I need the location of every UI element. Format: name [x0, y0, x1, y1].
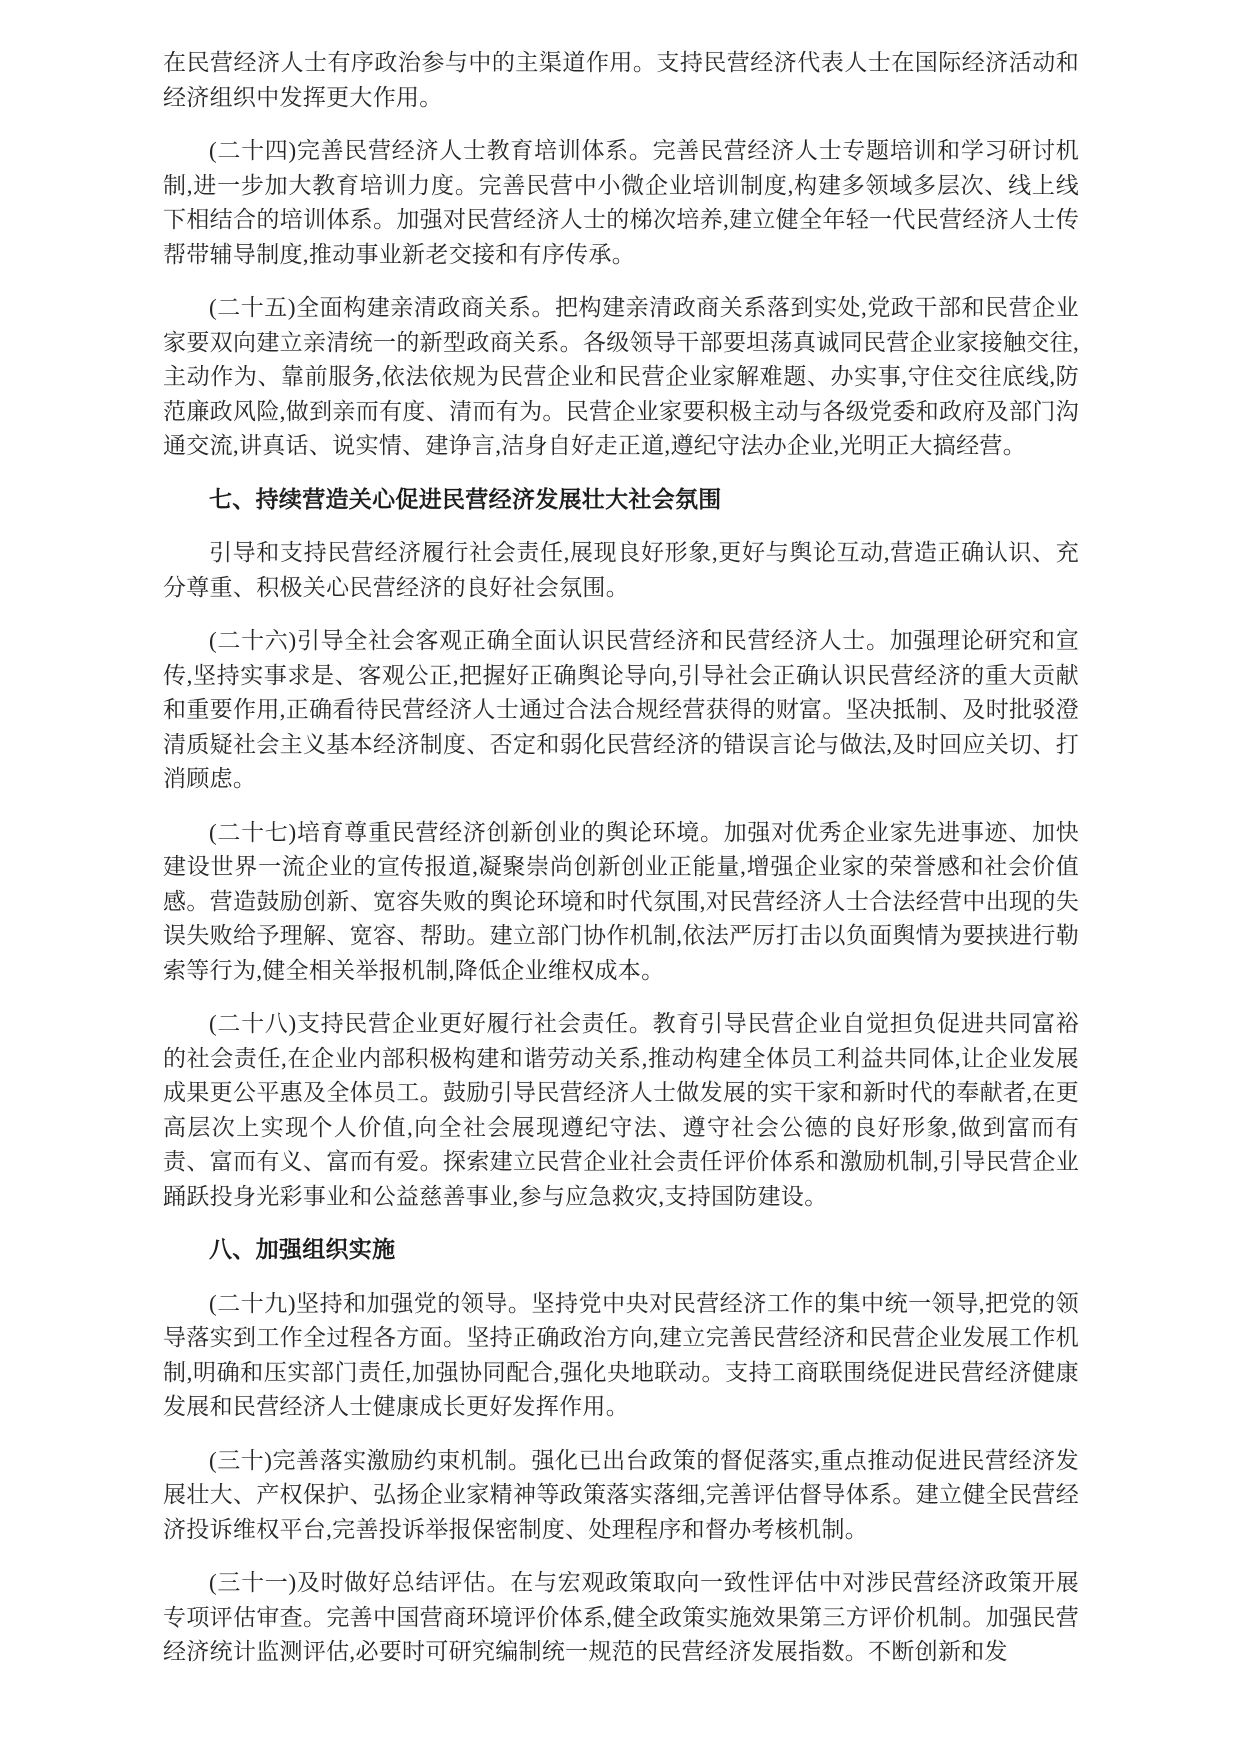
paragraph-clause-31: (三十一)及时做好总结评估。在与宏观政策取向一致性评估中对涉民营经济政策开展专项评估审查。完善中国营商环境评价体系,健全政策实施效果第三方评价机制。加强民营经济统计监测评估,必要时可研究编制统一规范的民营经济发展指数。不断创新和发: [163, 1570, 1079, 1664]
paragraph-clause-27: (二十七)培育尊重民营经济创新创业的舆论环境。加强对优秀企业家先进事迹、加快建设世界一流企业的宣传报道,凝聚崇尚创新创业正能量,增强企业家的荣誉感和社会价值感。营造鼓励创新、宽容失败的舆论环境和时代氛围,对民营经济人士合法经营中出现的失误失败给予理解、宽容、帮助。建立部门协作机制,依法严厉打击以负面舆情为要挟进行勒索等行为,健全相关举报机制,降低企业维权成本。: [163, 819, 1079, 983]
paragraph-clause-24: (二十四)完善民营经济人士教育培训体系。完善民营经济人士专题培训和学习研讨机制,进一步加大教育培训力度。完善民营中小微企业培训制度,构建多领域多层次、线上线下相结合的培训体系。加强对民营经济人士的梯次培养,建立健全年轻一代民营经济人士传帮带辅导制度,推动事业新老交接和有序传承。: [163, 138, 1079, 267]
section-heading-7: 七、持续营造关心促进民营经济发展壮大社会氛围: [209, 486, 722, 512]
paragraph-clause-30: (三十)完善落实激励约束机制。强化已出台政策的督促落实,重点推动促进民营经济发展壮大、产权保护、弘扬企业家精神等政策落实落细,完善评估督导体系。建立健全民营经济投诉维权平台,完善投诉举报保密制度、处理程序和督办考核机制。: [163, 1447, 1079, 1542]
section-heading-8: 八、加强组织实施: [209, 1237, 396, 1262]
paragraph-section-7-intro: 引导和支持民营经济履行社会责任,展现良好形象,更好与舆论互动,营造正确认识、充分尊重、积极关心民营经济的良好社会氛围。: [163, 540, 1079, 600]
paragraph-clause-26: (二十六)引导全社会客观正确全面认识民营经济和民营经济人士。加强理论研究和宣传,坚持实事求是、客观公正,把握好正确舆论导向,引导社会正确认识民营经济的重大贡献和重要作用,正确看待民营经济人士通过合法合规经营获得的财富。坚决抵制、及时批驳澄清质疑社会主义基本经济制度、否定和弱化民营经济的错误言论与做法,及时回应关切、打消顾虑。: [163, 628, 1079, 791]
paragraph-clause-29: (二十九)坚持和加强党的领导。坚持党中央对民营经济工作的集中统一领导,把党的领导落实到工作全过程各方面。坚持正确政治方向,建立完善民营经济和民营企业发展工作机制,明确和压实部门责任,加强协同配合,强化央地联动。支持工商联围绕促进民营经济健康发展和民营经济人士健康成长更好发挥作用。: [163, 1290, 1079, 1419]
paragraph-clause-25: (二十五)全面构建亲清政商关系。把构建亲清政商关系落到实处,党政干部和民营企业家要双向建立亲清统一的新型政商关系。各级领导干部要坦荡真诚同民营企业家接触交往,主动作为、靠前服务,依法依规为民营企业和民营企业家解难题、办实事,守住交往底线,防范廉政风险,做到亲而有度、清而有为。民营企业家要积极主动与各级党委和政府及部门沟通交流,讲真话、说实情、建诤言,洁身自好走正道,遵纪守法办企业,光明正大搞经营。: [163, 295, 1079, 458]
paragraph-clause-28: (二十八)支持民营企业更好履行社会责任。教育引导民营企业自觉担负促进共同富裕的社会责任,在企业内部积极构建和谐劳动关系,推动构建全体员工利益共同体,让企业发展成果更公平惠及全体员工。鼓励引导民营经济人士做发展的实干家和新时代的奉献者,在更高层次上实现个人价值,向全社会展现遵纪守法、遵守社会公德的良好形象,做到富而有责、富而有义、富而有爱。探索建立民营企业社会责任评价体系和激励机制,引导民营企业踊跃投身光彩事业和公益慈善事业,参与应急救灾,支持国防建设。: [163, 1011, 1079, 1209]
paragraph-continuation: 在民营经济人士有序政治参与中的主渠道作用。支持民营经济代表人士在国际经济活动和经济组织中发挥更大作用。: [163, 50, 1079, 110]
